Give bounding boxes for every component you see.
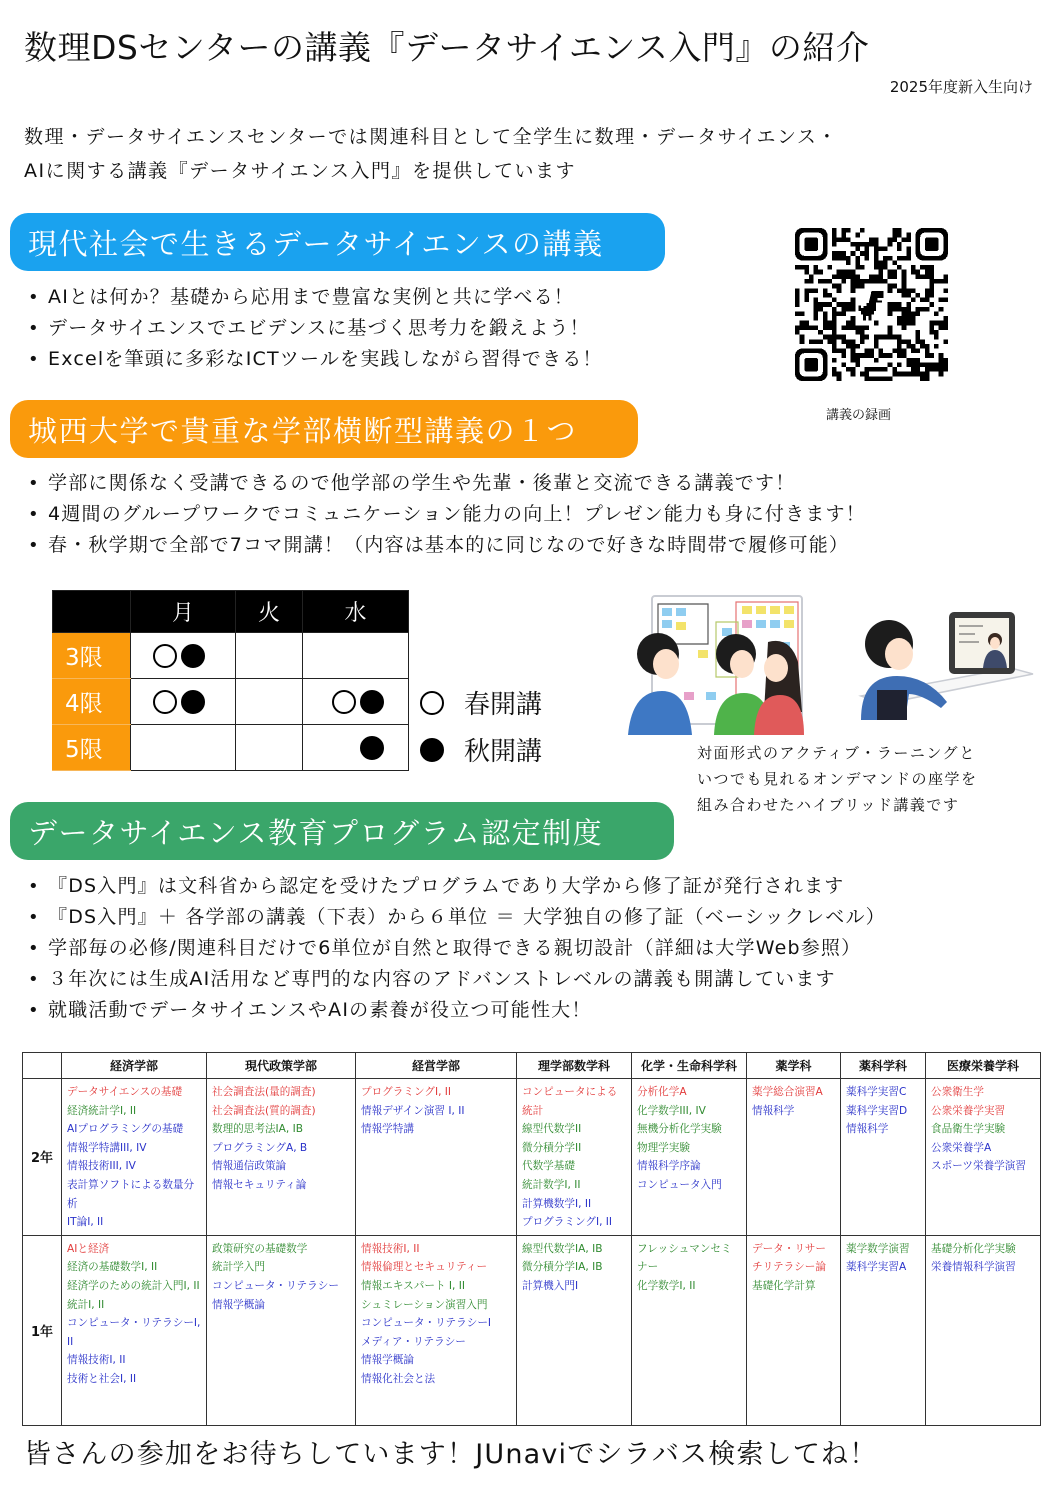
course-name: コンピュータ・リテラシー — [212, 1279, 339, 1292]
course-name: 統計数学I, II — [522, 1178, 581, 1191]
course-name: 情報エキスパート I, II — [361, 1279, 466, 1292]
qr-finder-top-left — [795, 228, 827, 260]
course-name: 化学数学III, IV — [637, 1104, 706, 1117]
course-cell — [926, 1235, 1041, 1425]
course-name: コンピュータによる統計 — [522, 1086, 618, 1117]
year-row — [23, 1079, 1041, 1236]
course-name: 分析化学A — [637, 1086, 687, 1098]
timetable-slot — [236, 725, 303, 771]
course-name: 情報セキュリティ論 — [212, 1178, 307, 1191]
legend-spring-label: 春開講 — [464, 690, 543, 720]
course-name: コンピュータ入門 — [637, 1178, 722, 1191]
bullet-item: • 就職活動でデータサイエンスやAIの素養が役立つ可能性大！ — [28, 995, 886, 1026]
course-name: 代数学基礎 — [522, 1160, 575, 1173]
course-name: 情報科学 — [846, 1123, 889, 1136]
course-name: 経済の基礎数学I, II — [67, 1261, 158, 1274]
course-name: 線型代数学II — [522, 1123, 582, 1136]
qr-code-graphic — [795, 228, 948, 381]
footer-message: 皆さんの参加をお待ちしています！JUnaviでシラバス検索してね！ — [24, 1439, 878, 1470]
qr-caption: 講義の録画 — [826, 408, 892, 423]
bullet-item: • Excelを筆頭に多彩なICTツールを実践しながら習得できる！ — [28, 344, 603, 375]
section-heading-program: データサイエンス教育プログラム認定制度 — [10, 802, 674, 860]
section-heading-modern: 現代社会で生きるデータサイエンスの講義 — [10, 213, 665, 271]
course-name: 公衆栄養学A — [931, 1141, 992, 1154]
course-name: シュミレーション演習入門 — [361, 1298, 488, 1311]
course-name: 統計学入門 — [212, 1261, 265, 1274]
department-header: 医療栄養学科 — [926, 1053, 1041, 1079]
legend-spring — [420, 684, 542, 721]
timetable-slot — [236, 679, 303, 725]
course-name: 統計I, II — [67, 1298, 105, 1311]
caption-line: 対面形式のアクティブ・ラーニングと — [697, 744, 976, 762]
timetable-slot — [303, 679, 409, 725]
course-name: 情報学特講 — [361, 1123, 414, 1136]
intro-line: AIに関する講義『データサイエンス入門』を提供しています — [24, 160, 576, 182]
course-name: 線型代数学IA, IB — [522, 1242, 603, 1255]
department-header: 薬科学科 — [841, 1053, 926, 1079]
course-name: 化学数学I, II — [637, 1279, 696, 1292]
course-name: 情報化社会と法 — [361, 1372, 436, 1385]
cross-bullet-list — [28, 468, 866, 561]
period-label: 4限 — [53, 679, 131, 725]
timetable-slot — [131, 725, 236, 771]
course-name: 基礎分析化学実験 — [931, 1242, 1016, 1255]
course-cell — [747, 1235, 841, 1425]
qr-finder-top-right — [916, 228, 948, 260]
course-cell — [632, 1079, 747, 1236]
course-name: 情報技術I, II — [67, 1354, 126, 1367]
course-name: 経済統計学I, II — [67, 1104, 137, 1117]
course-name: 情報技術III, IV — [67, 1160, 136, 1173]
timetable-slot — [303, 633, 409, 679]
course-name: 薬科学実習A — [846, 1261, 907, 1274]
course-name: 基礎化学計算 — [752, 1279, 816, 1292]
caption-line: いつでも見れるオンデマンドの座学を — [697, 770, 978, 788]
intro-line: 数理・データサイエンスセンターでは関連科目として全学生に数理・データサイエンス・ — [24, 126, 838, 148]
spring-circle-icon — [153, 644, 177, 668]
qr-code-icon[interactable] — [795, 228, 948, 381]
department-header: 化学・生命科学科 — [632, 1053, 747, 1079]
course-name: 技術と社会I, II — [67, 1372, 137, 1385]
course-name: 情報デザイン演習 I, II — [361, 1104, 465, 1117]
online-learning-illustration — [855, 592, 1035, 722]
timetable-day-header: 月 — [131, 591, 236, 633]
course-name: 経済学のための統計入門I, II — [67, 1279, 200, 1292]
timetable-day-header: 水 — [303, 591, 409, 633]
department-header: 理学部数学科 — [517, 1053, 632, 1079]
course-name: 無機分析化学実験 — [637, 1123, 722, 1136]
course-name: 社会調査法(量的調査) — [212, 1086, 316, 1098]
group-work-illustration — [618, 592, 804, 735]
department-header: 薬学科 — [747, 1053, 841, 1079]
bullet-item: • 4週間のグループワークでコミュニケーション能力の向上！プレゼン能力も身に付きます！ — [28, 499, 866, 530]
dinosaur-icon — [855, 288, 887, 320]
bullet-item: • 学部に関係なく受講できるので他学部の学生や先輩・後輩と交流できる講義です！ — [28, 468, 866, 499]
course-name: フレッシュマンセミナー — [637, 1242, 732, 1274]
course-name: 薬学数学演習 — [846, 1242, 910, 1255]
page-title: 数理DSセンターの講義『データサイエンス入門』の紹介 — [24, 28, 870, 67]
course-name: 数理的思考法IA, IB — [212, 1123, 304, 1136]
course-cell — [517, 1079, 632, 1236]
course-name: 表計算ソフトによる数量分析 — [67, 1178, 195, 1210]
bullet-item: • 学部毎の必修/関連科目だけで6単位が自然と取得できる親切設計（詳細は大学Web参照） — [28, 933, 886, 964]
year-row — [23, 1235, 1041, 1425]
course-name: 物理学実験 — [637, 1141, 690, 1154]
course-name: IT論I, II — [67, 1216, 104, 1229]
course-table-corner — [23, 1053, 62, 1079]
department-header: 経済学部 — [62, 1053, 207, 1079]
course-name: コンピュータ・リテラシーI, II — [67, 1317, 201, 1348]
timetable-slot — [131, 679, 236, 725]
course-name: AIと経済 — [67, 1242, 110, 1255]
period-label: 3限 — [53, 633, 131, 679]
program-bullet-list — [28, 871, 886, 1026]
legend-autumn-label: 秋開講 — [464, 737, 543, 767]
course-name: 微分積分学II — [522, 1141, 582, 1154]
course-cell — [356, 1235, 517, 1425]
course-name: 食品衛生学実験 — [931, 1123, 1006, 1136]
bullet-item: • 『DS入門』＋ 各学部の講義（下表）から６単位 ＝ 大学独自の修了証（ベーシックレベル） — [28, 902, 886, 933]
bullet-item: • データサイエンスでエビデンスに基づく思考力を鍛えよう！ — [28, 313, 603, 344]
course-cell — [517, 1235, 632, 1425]
course-name: 情報科学序論 — [637, 1160, 701, 1173]
course-name: スポーツ栄養学演習 — [931, 1160, 1026, 1173]
timetable-slot — [131, 633, 236, 679]
spring-circle-icon — [332, 690, 356, 714]
autumn-circle-icon — [360, 736, 384, 760]
bullet-item: • 『DS入門』は文科省から認定を受けたプログラムであり大学から修了証が発行されます — [28, 871, 886, 902]
course-name: 社会調査法(質的調査) — [212, 1104, 316, 1117]
course-name: 情報学概論 — [361, 1354, 414, 1367]
course-name: 計算機入門I — [522, 1279, 579, 1292]
timetable-row — [53, 679, 409, 725]
course-name: 計算機数学I, II — [522, 1197, 592, 1210]
department-header: 現代政策学部 — [207, 1053, 356, 1079]
course-name: プログラミングA, B — [212, 1141, 308, 1154]
course-cell — [747, 1079, 841, 1236]
timetable-row — [53, 633, 409, 679]
department-header: 経営学部 — [356, 1053, 517, 1079]
modern-bullet-list — [28, 282, 603, 375]
bullet-item: • ３年次には生成AI活用など専門的な内容のアドバンストレベルの講義も開講しています — [28, 964, 886, 995]
course-name: データ・リサーチリテラシー論 — [752, 1242, 826, 1274]
course-name: 栄養情報科学演習 — [931, 1261, 1016, 1274]
autumn-circle-icon — [360, 690, 384, 714]
course-name: 情報通信政策論 — [212, 1160, 287, 1173]
course-name: コンピュータ・リテラシーI — [361, 1317, 492, 1330]
course-name: AIプログラミングの基礎 — [67, 1123, 184, 1136]
course-cell — [926, 1079, 1041, 1236]
course-cell — [62, 1079, 207, 1236]
course-name: 薬科学実習C — [846, 1086, 907, 1098]
course-name: 薬科学実習D — [846, 1104, 908, 1117]
course-name: 情報学特講III, IV — [67, 1141, 147, 1154]
intro-text — [24, 120, 838, 188]
period-label: 5限 — [53, 725, 131, 771]
course-name: 情報技術I, II — [361, 1242, 420, 1255]
course-cell — [356, 1079, 517, 1236]
legend-autumn — [420, 731, 542, 768]
page-subtitle: 2025年度新入生向け — [889, 78, 1033, 96]
course-name: 情報科学 — [752, 1104, 795, 1117]
bullet-item: • AIとは何か？基礎から応用まで豊富な実例と共に学べる！ — [28, 282, 603, 313]
course-name: データサイエンスの基礎 — [67, 1086, 183, 1098]
course-name: 情報学概論 — [212, 1298, 265, 1311]
spring-circle-icon — [153, 690, 177, 714]
timetable-corner — [53, 591, 131, 633]
course-name: プログラミングI, II — [361, 1086, 452, 1098]
course-cell — [207, 1079, 356, 1236]
qr-finder-bottom-left — [795, 349, 827, 381]
course-cell — [841, 1235, 926, 1425]
course-cell — [841, 1079, 926, 1236]
bullet-item: • 春・秋学期で全部で7コマ開講！（内容は基本的に同じなので好きな時間帯で履修可能） — [28, 530, 866, 561]
course-name: 薬学総合演習A — [752, 1086, 823, 1098]
course-name: 微分積分学IA, IB — [522, 1261, 603, 1274]
autumn-circle-icon — [420, 738, 444, 762]
course-cell — [62, 1235, 207, 1425]
course-name: メディア・リテラシー — [361, 1335, 466, 1348]
spring-circle-icon — [420, 691, 444, 715]
caption-line: 組み合わせたハイブリッド講義です — [697, 796, 960, 814]
section-heading-cross: 城西大学で貴重な学部横断型講義の１つ — [10, 400, 638, 458]
course-name: 情報倫理とセキュリティー — [361, 1261, 488, 1274]
course-table — [22, 1052, 1041, 1426]
course-name: 公衆衛生学 — [931, 1086, 984, 1098]
timetable-slot — [303, 725, 409, 771]
year-label: 1年 — [23, 1235, 62, 1425]
autumn-circle-icon — [181, 690, 205, 714]
illustration-caption — [697, 740, 978, 818]
course-cell — [632, 1235, 747, 1425]
autumn-circle-icon — [181, 644, 205, 668]
timetable-row — [53, 725, 409, 771]
course-name: 公衆栄養学実習 — [931, 1104, 1006, 1117]
course-name: プログラミングI, II — [522, 1216, 613, 1229]
schedule-timetable — [52, 590, 409, 771]
timetable-day-header: 火 — [236, 591, 303, 633]
course-cell — [207, 1235, 356, 1425]
timetable-slot — [236, 633, 303, 679]
course-name: 政策研究の基礎数学 — [212, 1242, 308, 1255]
year-label: 2年 — [23, 1079, 62, 1236]
